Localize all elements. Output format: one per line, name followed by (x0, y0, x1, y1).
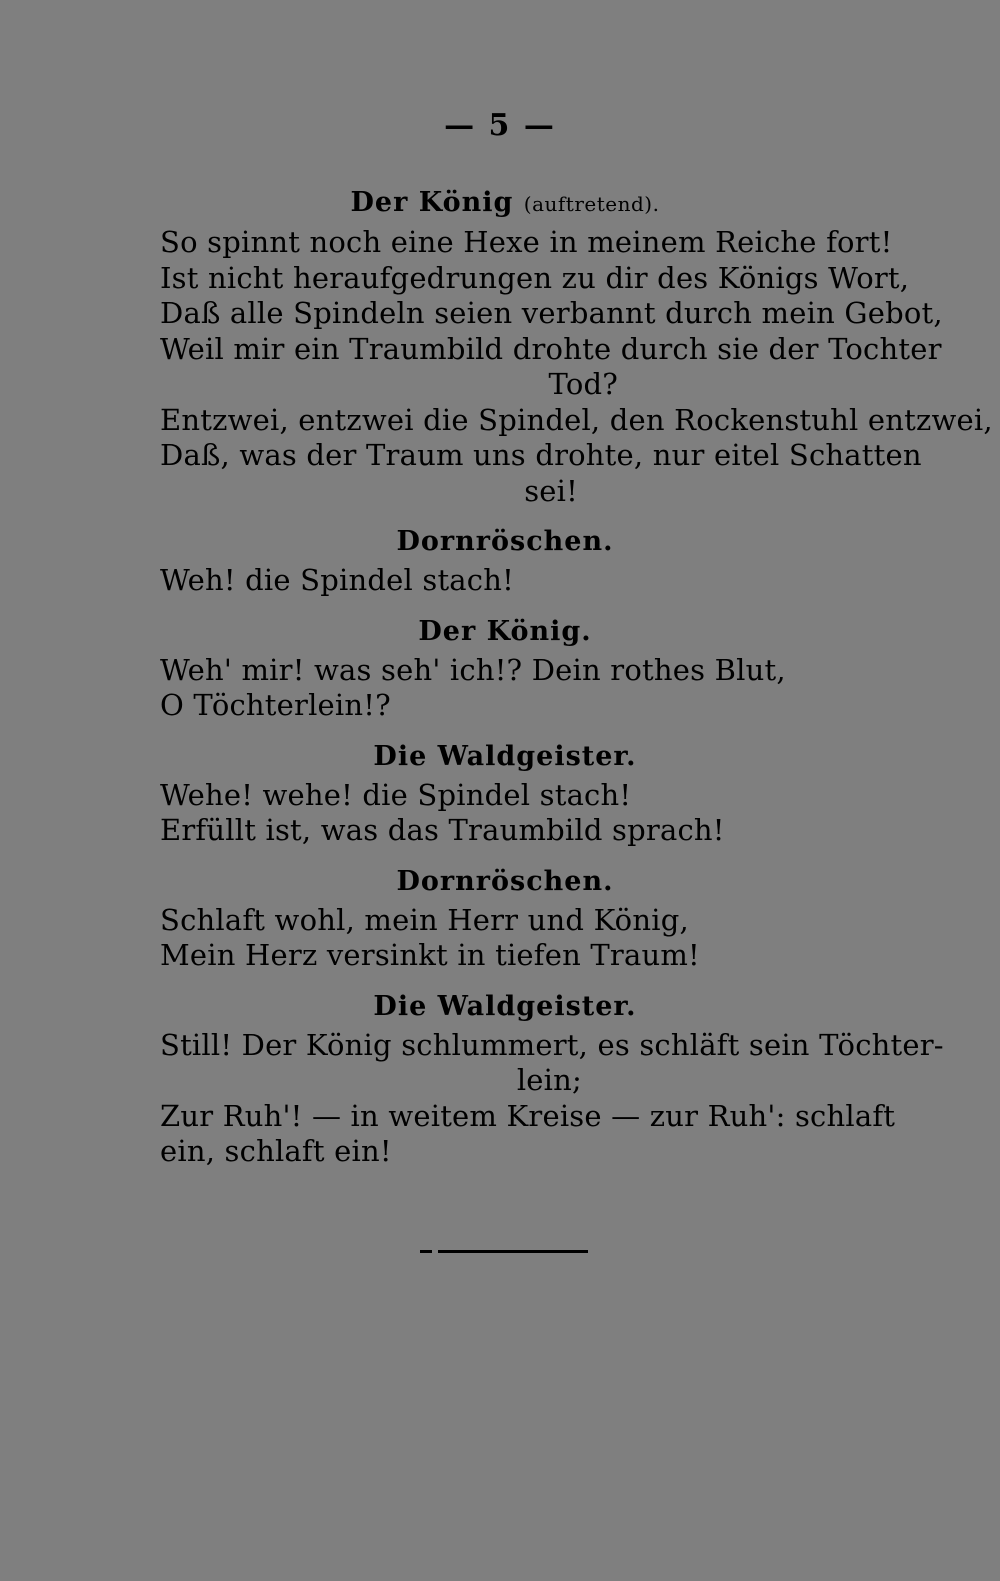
verse-line: Erfüllt ist, was das Traumbild sprach! (160, 813, 725, 847)
stage-direction: (auftretend). (523, 192, 660, 216)
speaker-heading (160, 740, 850, 774)
speaker-name: Der König (350, 187, 514, 218)
verse-line: Still! Der König schlummert, es schläft sein Töchter- (160, 1027, 944, 1062)
speaker-heading (160, 615, 850, 649)
speaker-heading (160, 525, 850, 559)
verse-line: Daß, was der Traum uns drohte, nur eitel Schatten (160, 438, 922, 472)
end-rule-divider (420, 1250, 588, 1253)
drama-text (160, 186, 993, 1170)
verse-line: Weh' mir! was seh' ich!? Dein rothes Blut, (160, 652, 786, 687)
verse-line: O Töchterlein!? (160, 688, 391, 722)
verse-line: Daß alle Spindeln seien verbannt durch mein Gebot, (160, 296, 943, 330)
verse-line: ein, schlaft ein! (160, 1134, 392, 1168)
speaker-heading (160, 865, 850, 899)
speaker-heading (160, 990, 850, 1024)
verse-line: Weil mir ein Traumbild drohte durch sie der Tochter (160, 331, 942, 366)
verse-line: Wehe! wehe! die Spindel stach! (160, 777, 632, 812)
speaker-name: Die Waldgeister. (373, 990, 637, 1022)
speaker-name: Die Waldgeister. (373, 740, 637, 772)
verse-line: Weh! die Spindel stach! (160, 563, 514, 597)
verse-line-continuation: Tod? (548, 367, 618, 401)
speaker-name: Dornröschen. (396, 526, 614, 557)
verse-line-continuation: sei! (524, 473, 578, 508)
verse-line: So spinnt noch eine Hexe in meinem Reiche fort! (160, 225, 893, 259)
speaker-name: Der König. (418, 615, 592, 647)
verse-line: Mein Herz versinkt in tiefen Traum! (160, 938, 700, 972)
verse-line: Ist nicht heraufgedrungen zu dir des Königs Wort, (160, 260, 910, 295)
page-number: — 5 — (444, 108, 556, 143)
speaker-heading (160, 186, 850, 221)
verse-line: Zur Ruh'! — in weitem Kreise — zur Ruh': schlaft (160, 1098, 896, 1133)
verse-line-continuation: lein; (516, 1063, 582, 1097)
verse-line: Entzwei, entzwei die Spindel, den Rockenstuhl entzwei, (160, 402, 993, 437)
verse-line: Schlaft wohl, mein Herr und König, (160, 902, 689, 937)
speaker-name: Dornröschen. (396, 865, 614, 897)
